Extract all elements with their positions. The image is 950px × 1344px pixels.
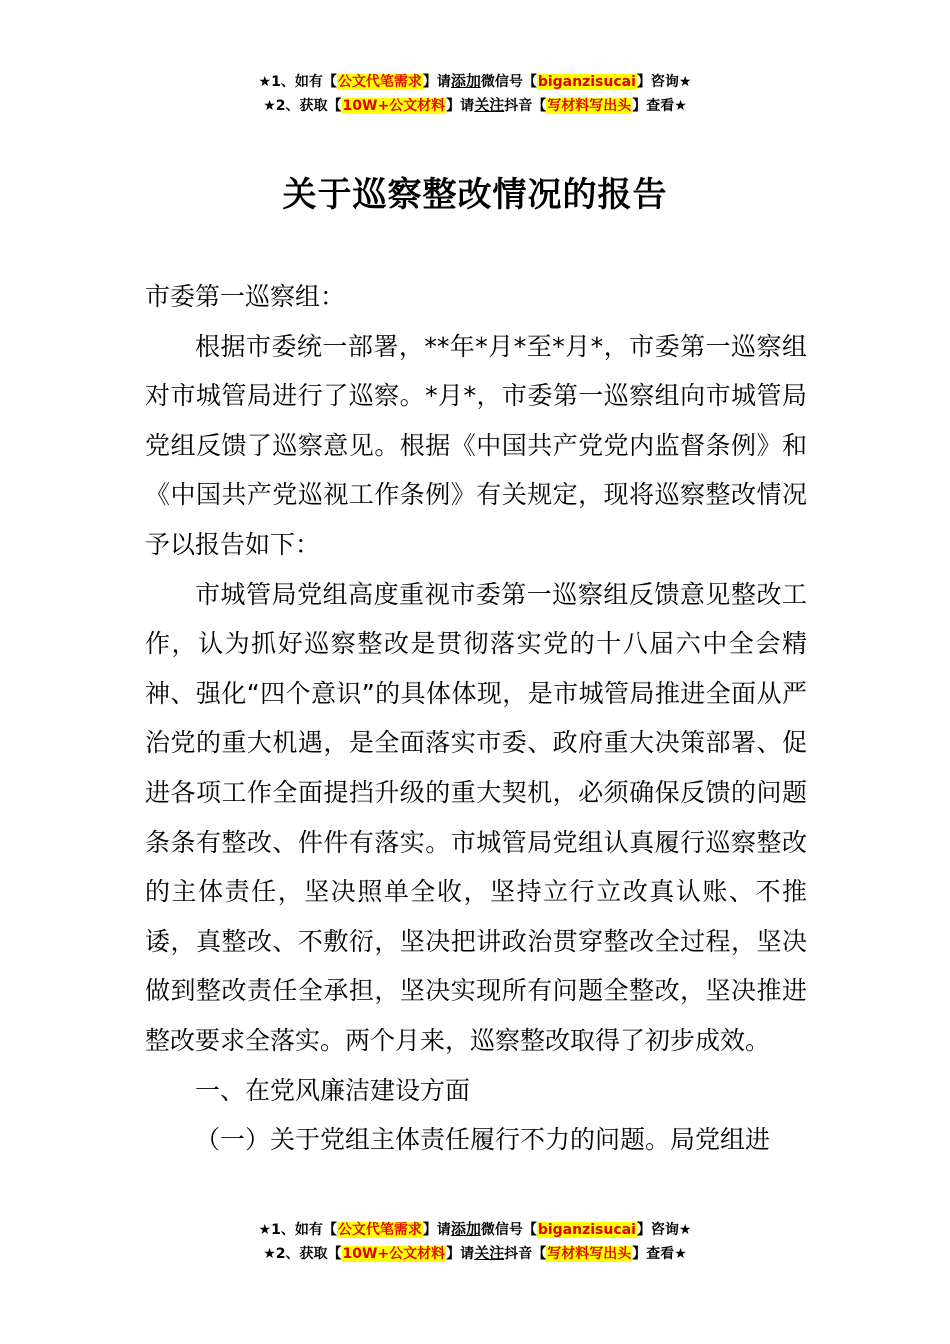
banner-text: 】请 <box>446 1246 475 1262</box>
sub-heading: （一）关于党组主体责任履行不力的问题。局党组进 <box>195 1125 771 1155</box>
banner-text: ★2、获取【 <box>263 1246 342 1262</box>
banner-highlight: biganzisucai <box>537 1222 636 1238</box>
banner-text: 】咨询★ <box>636 74 692 90</box>
banner-text: 】咨询★ <box>636 1222 692 1238</box>
banner-underlined: 添加 <box>450 72 481 90</box>
banner-text: 】查看★ <box>632 1246 687 1262</box>
banner-text: ★1、如有【 <box>258 1222 337 1238</box>
footer-banner <box>0 1217 950 1265</box>
banner-highlight: 写材料写出头 <box>547 1246 632 1262</box>
banner-line-2 <box>0 1241 950 1265</box>
banner-text: ★2、获取【 <box>263 98 342 114</box>
body-paragraph: 根据市委统一部署，**年*月*至*月*，市委第一巡察组对市城管局进行了巡察。*月*，市委第一巡察组向市城管局党组反馈了巡察意见。根据《中国共产党党内监督条例》和《中国共产党巡视工作条例》有关规定，现将巡察整改情况予以报告如下： <box>145 331 807 559</box>
banner-text: 】请 <box>422 1222 451 1238</box>
banner-highlight: 写材料写出头 <box>547 98 632 114</box>
section-heading: 一、在党风廉洁建设方面 <box>195 1075 471 1105</box>
banner-underlined: 关注 <box>474 96 505 114</box>
banner-text: 微信号【 <box>480 1222 537 1238</box>
banner-underlined: 添加 <box>450 1220 481 1238</box>
salutation: 市委第一巡察组： <box>145 282 346 311</box>
banner-text: 抖音【 <box>504 98 547 114</box>
banner-highlight: 10W+公文材料 <box>342 98 446 114</box>
banner-line-2 <box>0 93 950 117</box>
document-body <box>145 272 807 1165</box>
document-title: 关于巡察整改情况的报告 <box>282 175 668 215</box>
banner-highlight: biganzisucai <box>537 74 636 90</box>
banner-text: 微信号【 <box>480 74 537 90</box>
body-paragraph: 市城管局党组高度重视市委第一巡察组反馈意见整改工作，认为抓好巡察整改是贯彻落实党的十八届六中全会精神、强化“四个意识”的具体体现，是市城管局推进全面从严治党的重大机遇，是全面落实市委、政府重大决策部署、促进各项工作全面提挡升级的重大契机，必须确保反馈的问题条条有整改、件件有落实。市城管局党组认真履行巡察整改的主体责任，坚决照单全收，坚持立行立改真认账、不推诿，真整改、不敷衍，坚决把讲政治贯穿整改全过程，坚决做到整改责任全承担，坚决实现所有问题全整改，坚决推进整改要求全落实。两个月来，巡察整改取得了初步成效。 <box>145 579 807 1055</box>
banner-text: 抖音【 <box>504 1246 547 1262</box>
banner-highlight: 公文代笔需求 <box>337 1222 422 1238</box>
banner-highlight: 公文代笔需求 <box>337 74 422 90</box>
banner-underlined: 关注 <box>474 1244 505 1262</box>
banner-highlight: 10W+公文材料 <box>342 1246 446 1262</box>
banner-line-1 <box>0 69 950 93</box>
header-banner <box>0 69 950 117</box>
banner-text: ★1、如有【 <box>258 74 337 90</box>
banner-line-1 <box>0 1217 950 1241</box>
banner-text: 】查看★ <box>632 98 687 114</box>
banner-text: 】请 <box>446 98 475 114</box>
banner-text: 】请 <box>422 74 451 90</box>
